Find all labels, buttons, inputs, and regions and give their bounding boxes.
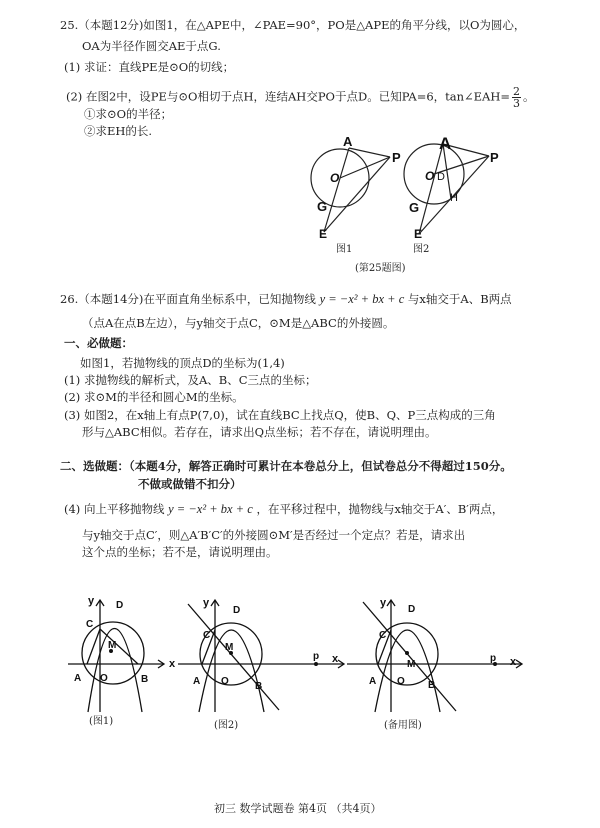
q26-line-4: 如图1，若抛物线的顶点D的坐标为(1,4): [80, 356, 285, 370]
q26-optional-heading: 二、选做题：（本题4分，解答正确时可累计在本卷总分上，但试卷总分不得超过150分。: [60, 459, 512, 473]
fig26-2-label-M: M: [225, 642, 234, 653]
fig26-3-label-P: p: [490, 653, 497, 664]
fig1-label-E: E: [319, 227, 328, 241]
fig26-3-label-O: O: [397, 676, 405, 687]
fig26-2-label-x: x: [332, 653, 339, 665]
q25-part2-end: 。: [523, 89, 535, 104]
fig26-2-label-O: O: [221, 676, 229, 687]
fig26-3-label-B: B: [428, 680, 436, 691]
fig1-caption: 图1: [336, 244, 353, 255]
q25-line-1: 25.（本题12分)如图1，在△APE中，∠PAE=90°，PO是△APE的角平分线，以O为圆心，: [60, 18, 526, 32]
fig26-1-label-A: A: [74, 673, 82, 684]
q26-part4-cont: ，在平移过程中，抛物线与x轴交于A′、B′两点，: [256, 502, 504, 516]
q26-equation-1: y = −x² + bx + c: [319, 292, 405, 306]
fig26-1-label-D: D: [116, 600, 124, 611]
q26-spare-caption: (备用图): [384, 720, 422, 731]
fig2-label-O: O: [425, 169, 435, 183]
q26-equation-2: y = −x² + bx + c: [168, 502, 253, 516]
q25-sub1: ①求⊙O的半径；: [84, 107, 173, 121]
q26-part1: (1) 求抛物线的解析式，及A、B、C三点的坐标；: [64, 373, 317, 387]
fig2-label-A: A: [439, 134, 452, 153]
q26-line-2: （点A在点B左边），与y轴交于点C，⊙M是△ABC的外接圆。: [82, 316, 395, 330]
tan-denominator: 3: [513, 97, 521, 110]
fig1-label-G: G: [317, 199, 328, 214]
fig26-1-label-y: y: [88, 595, 95, 607]
fig26-3-label-y: y: [380, 597, 387, 609]
q25-line-2: OA为半径作圆交AE于点G.: [82, 39, 221, 53]
tan-numerator: 2: [513, 85, 521, 98]
fig26-3-label-x: x: [510, 656, 517, 668]
q26-fig2-caption: (图2): [214, 720, 239, 731]
q26-part3: (3) 如图2，在x轴上有点P(7,0)，试在直线BC上找点Q，使B、Q、P三点构成的三角: [64, 408, 496, 422]
fig26-2-label-C: C: [203, 630, 211, 641]
q26-required-heading: 一、必做题：: [64, 336, 133, 350]
fig26-1-label-O: O: [100, 673, 108, 684]
fig26-2-point-P: [314, 662, 318, 666]
fig26-3-label-M: M: [407, 659, 416, 670]
q26-line-1-end: 与x轴交于A、B两点: [407, 292, 512, 306]
q26-part3-cont: 形与△ABC相似。若存在，请求出Q点坐标；若不存在，请说明理由。: [82, 425, 437, 439]
fig2-label-H: H: [450, 192, 458, 204]
fig26-1-label-M: M: [108, 640, 117, 651]
fig26-2-label-D: D: [233, 605, 241, 616]
fig26-2-label-B: B: [255, 681, 263, 692]
q26-part2: (2) 求⊙M的半径和圆心M的坐标。: [64, 390, 244, 404]
fig26-1-label-x: x: [169, 658, 176, 670]
fig26-1-line-CB: [100, 629, 138, 664]
fig26-3-point-M: [405, 651, 409, 655]
fig1-label-P: P: [392, 150, 401, 165]
fig26-2-label-y: y: [203, 597, 210, 609]
q25-part1: (1) 求证：直线PE是⊙O的切线；: [64, 60, 235, 74]
fig2-label-G: G: [409, 200, 420, 215]
q26-fig1-caption: (图1): [89, 716, 114, 727]
page-footer: 初三 数学试题卷 第4页 （共4页）: [214, 802, 382, 815]
fig26-1-label-C: C: [86, 619, 94, 630]
fig26-2-line-BC: [188, 604, 279, 710]
q25-sub2: ②求EH的长.: [84, 124, 153, 138]
q25-figure-caption: (第25题图): [355, 263, 406, 274]
fig2-label-D: D: [437, 171, 445, 183]
fig26-3-label-C: C: [379, 630, 387, 641]
fig26-2-label-P: p: [313, 651, 320, 662]
fig26-1-label-B: B: [141, 674, 149, 685]
q26-part4-text: (4) 向上平移抛物线: [64, 502, 165, 516]
fig26-2-label-A: A: [193, 676, 201, 687]
fig2-label-P: P: [490, 150, 499, 165]
q26-figure-1: [68, 600, 164, 712]
fig26-3-label-A: A: [369, 676, 377, 687]
q26-part4-line-2: 与y轴交于点C′，则△A′B′C′的外接圆⊙M′是否经过一个定点？若是，请求出: [82, 528, 466, 542]
fig2-label-E: E: [414, 227, 423, 241]
fig1-label-A: A: [343, 134, 353, 149]
fig26-3-line-BC: [363, 602, 456, 711]
fig2-caption: 图2: [413, 244, 430, 255]
q26-part4-line-3: 这个点的坐标；若不是，请说明理由。: [82, 545, 278, 559]
fig1-label-O: O: [330, 171, 340, 185]
q25-part2-text: (2) 在图2中，设PE与⊙O相切于点H，连结AH交PO于点D。已知PA=6，tan∠EAH=: [66, 89, 511, 104]
fig26-3-parabola: [375, 630, 440, 712]
q26-optional-note: 不做或做错不扣分）: [138, 477, 242, 491]
q26-line-1-text: 26.（本题14分)在平面直角坐标系中，已知抛物线: [60, 292, 316, 306]
fig26-3-label-D: D: [408, 604, 416, 615]
